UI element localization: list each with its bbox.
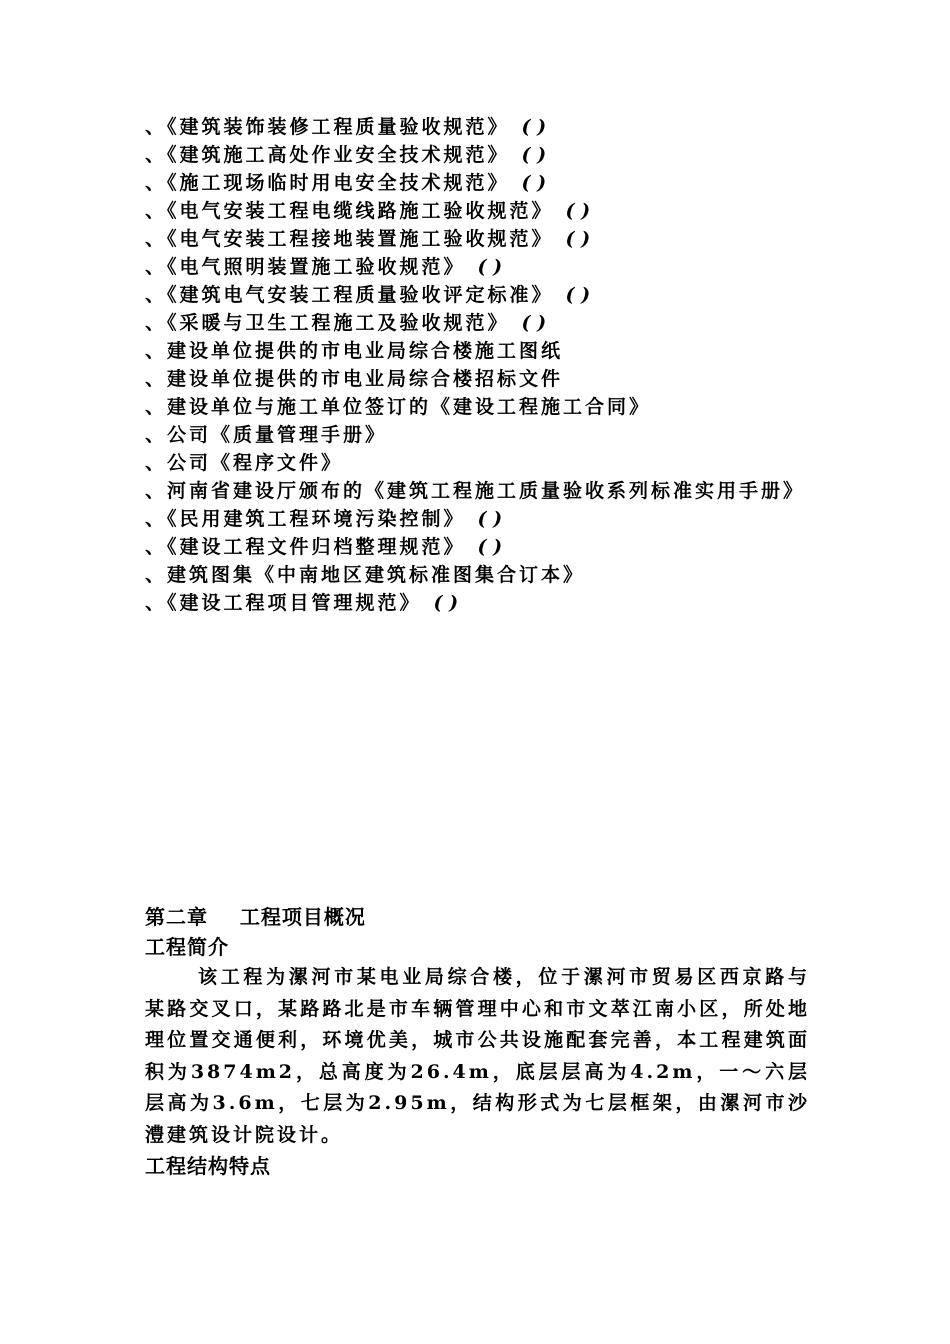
reference-item: 、河南省建设厅颁布的《建筑工程施工质量验收系列标准实用手册》: [145, 480, 806, 502]
reference-item: 、《建筑装饰装修工程质量验收规范》 ( ): [145, 116, 547, 138]
intro-heading: 工程简介: [145, 935, 229, 959]
reference-item: 、《建筑施工高处作业安全技术规范》 ( ): [145, 144, 547, 166]
reference-item: 、《电气安装工程电缆线路施工验收规范》 ( ): [145, 200, 591, 222]
reference-item: 、《电气安装工程接地装置施工验收规范》 ( ): [145, 228, 591, 250]
chapter-section: [145, 902, 810, 1181]
reference-item: 、《建筑电气安装工程质量验收评定标准》 ( ): [145, 284, 591, 306]
chapter-title: 第二章 工程项目概况: [145, 905, 366, 929]
reference-list: [145, 113, 810, 617]
reference-item: 、公司《程序文件》: [145, 452, 344, 474]
intro-paragraph: 该工程为漯河市某电业局综合楼，位于漯河市贸易区西京路与某路交叉口，某路路北是市车辆管理中心和市文萃江南小区，所处地理位置交通便利，环境优美，城市公共设施配套完善，本工程建筑面积为3874m2，总高度为26.4m，底层层高为4.2m，一～六层层高为3.6m，七层为2.95m，结构形式为七层框架，由漯河市沙澧建筑设计院设计。: [145, 966, 810, 1146]
reference-item: 、《民用建筑工程环境污染控制》 ( ): [145, 508, 503, 530]
reference-item: 、建设单位提供的市电业局综合楼招标文件: [145, 368, 564, 390]
reference-item: 、建设单位提供的市电业局综合楼施工图纸: [145, 340, 564, 362]
reference-item: 、《采暖与卫生工程施工及验收规范》 ( ): [145, 312, 547, 334]
reference-item: 、建设单位与施工单位签订的《建设工程施工合同》: [145, 396, 652, 418]
reference-item: 、《建设工程文件归档整理规范》 ( ): [145, 536, 503, 558]
reference-item: 、《施工现场临时用电安全技术规范》 ( ): [145, 172, 547, 194]
reference-item: 、《电气照明装置施工验收规范》 ( ): [145, 256, 503, 278]
reference-item: 、公司《质量管理手册》: [145, 424, 388, 446]
reference-item: 、建筑图集《中南地区建筑标准图集合订本》: [145, 564, 586, 586]
reference-item: 、《建设工程项目管理规范》 ( ): [145, 592, 459, 614]
structure-heading: 工程结构特点: [145, 1154, 271, 1178]
